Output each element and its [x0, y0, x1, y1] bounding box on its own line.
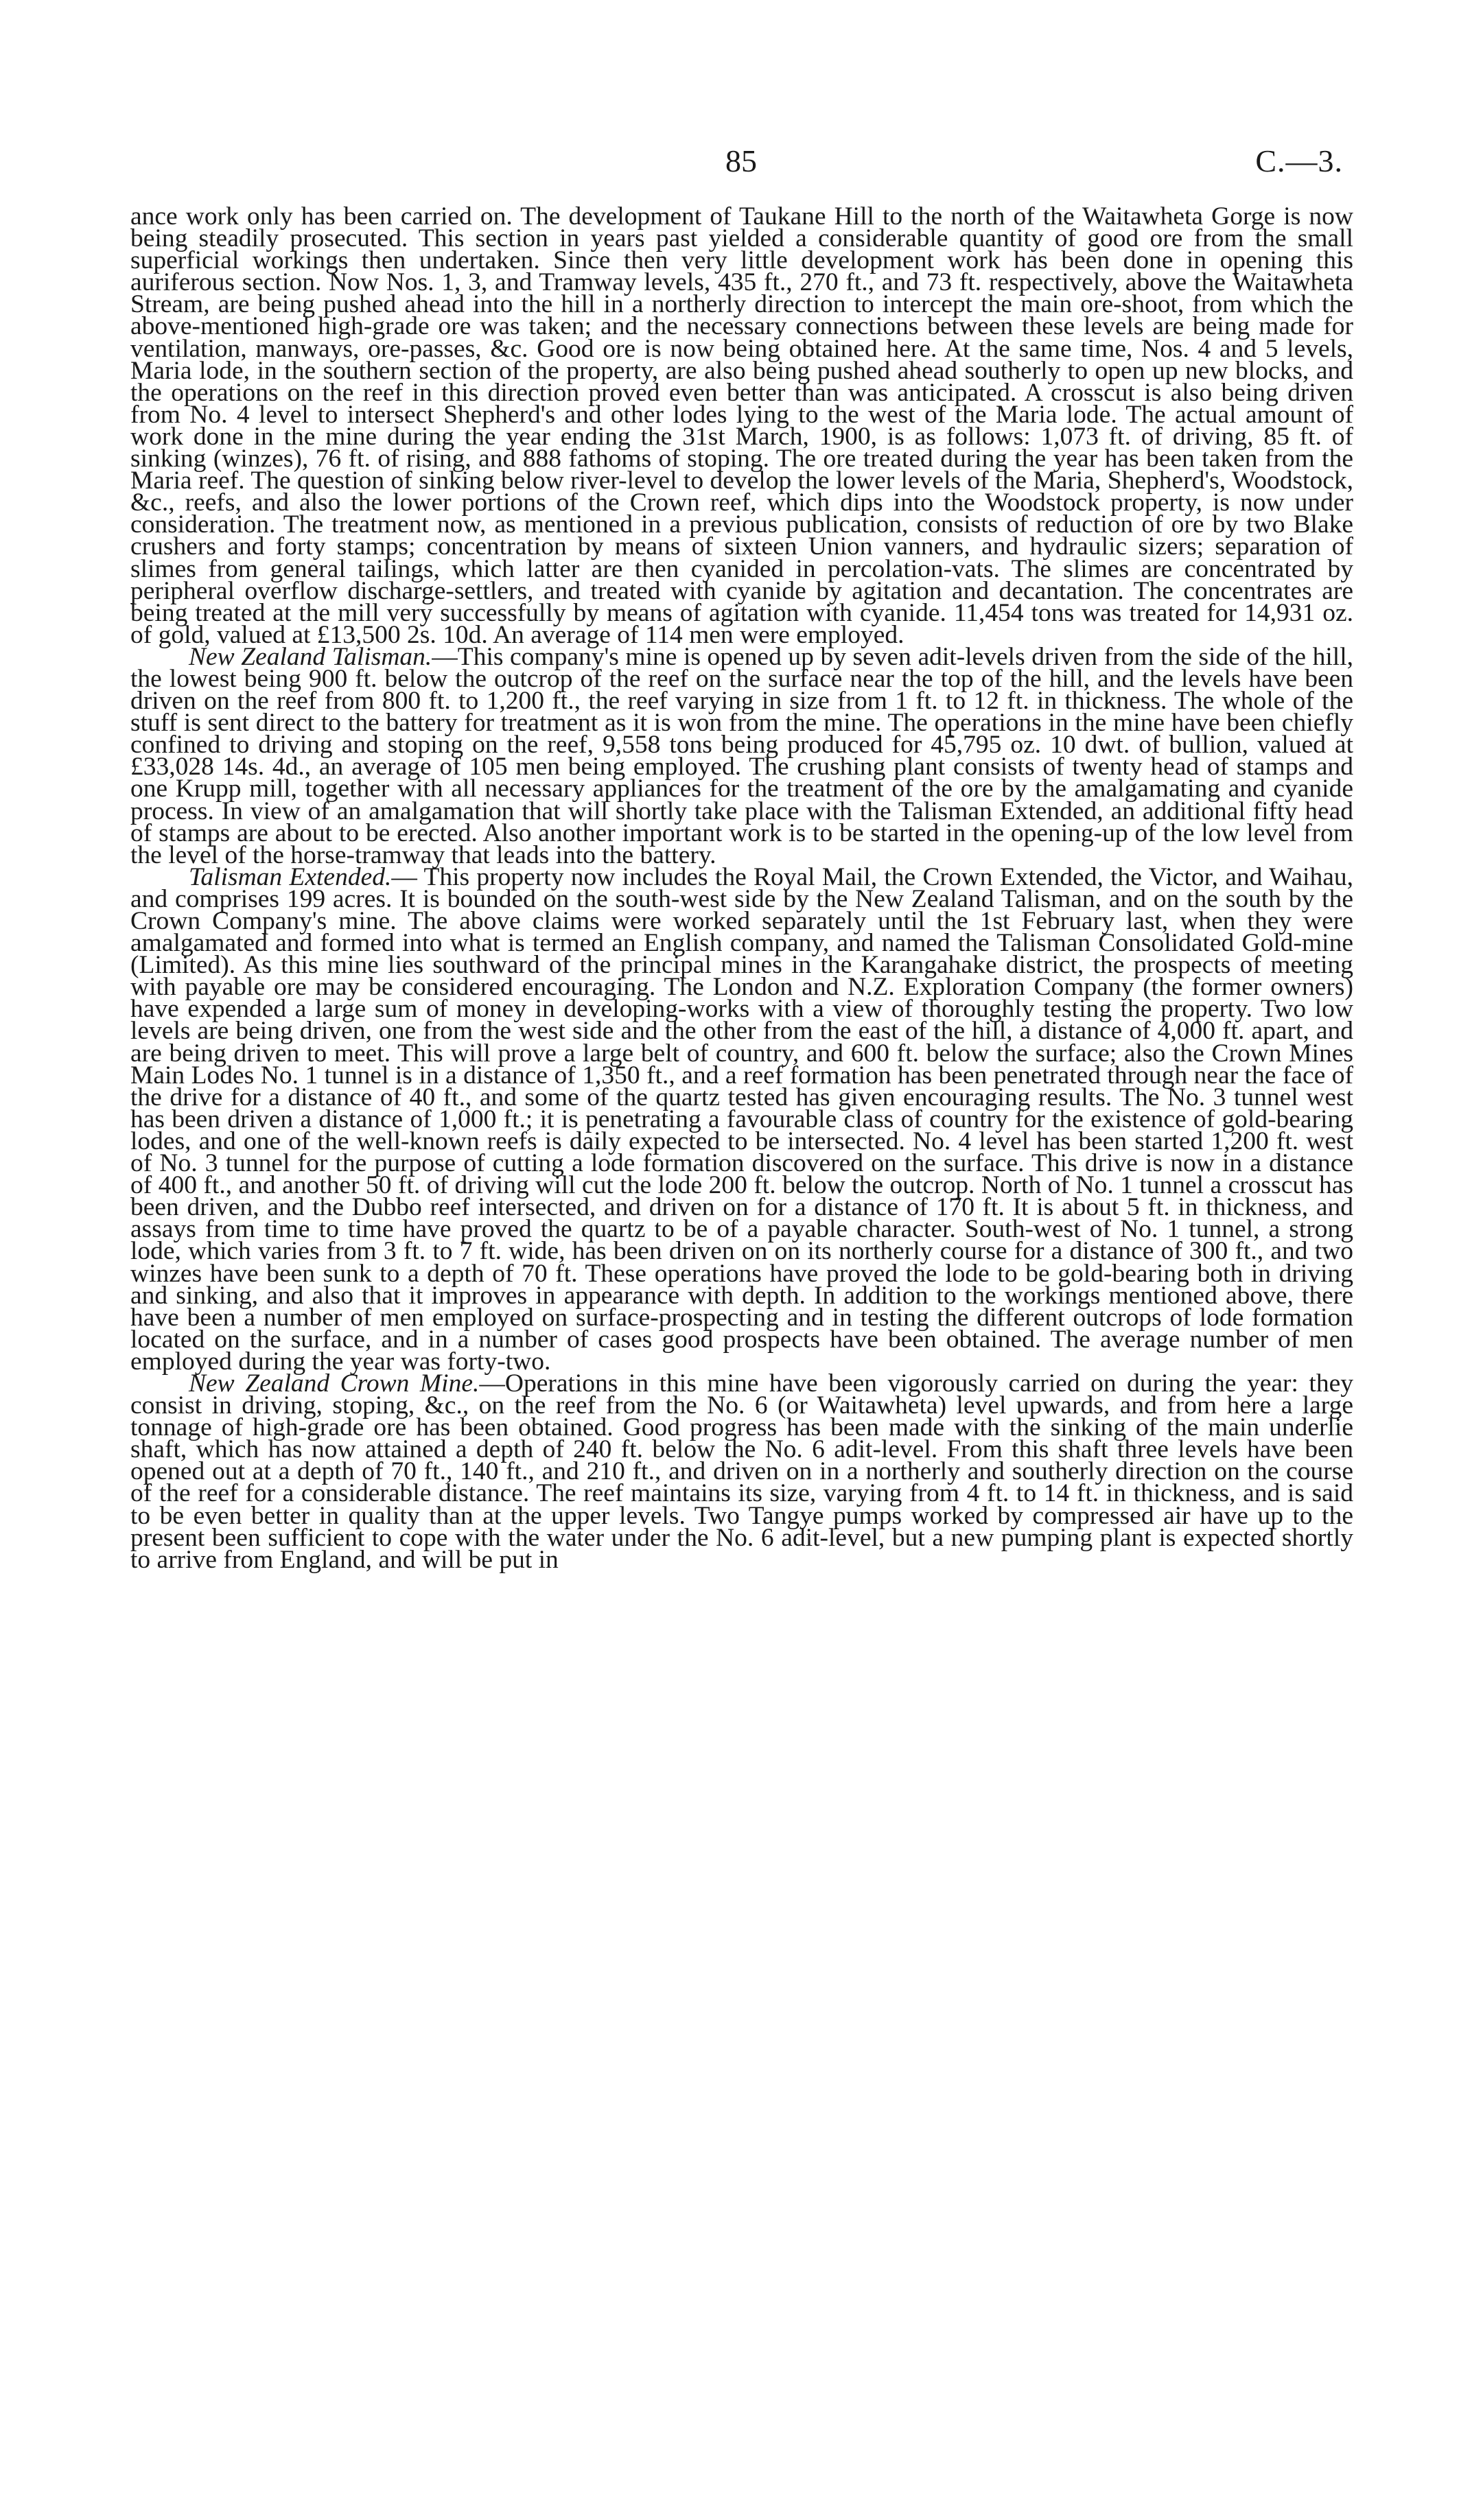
paragraph-text: ance work only has been carried on. The development of Taukane Hill to the north of the Waitawheta Gorge is now being steadily prosecuted. This section in years past yielded a considerable quantity of good ore from the small superficial workings then undertaken. Since then very little development work has been done in opening this auriferous section. Now Nos. 1, 3, and Tramway levels, 435 ft., 270 ft., and 73 ft. respectively, above the Waitawheta Stream, are being pushed ahead into the hill in a northerly direction to intercept the main ore-shoot, from which the above-mentioned high-grade ore was taken; and the necessary connections between these levels are being made for ventilation, manways, ore-passes, &c. Good ore is now being obtained here. At the same time, Nos. 4 and 5 levels, Maria lode, in the southern section of the property, are also being pushed ahead southerly to open up new blocks, and the operations on the reef in this direction proved even better than was anticipated. A crosscut is also being driven from No. 4 level to intersect Shepherd's and other lodes lying to the west of the Maria lode. The actual amount of work done in the mine during the year ending the 31st March, 1900, is as follows: 1,073 ft. of driving, 85 ft. of sinking (winzes), 76 ft. of rising, and 888 fathoms of stoping. The ore treated during the year has been taken from the Maria reef. The question of sinking below river-level to develop the lower levels of the Maria, Shepherd's, Woodstock, &c., reefs, and also the lower portions of the Crown reef, which dips into the Woodstock property, is now under consideration. The treatment now, as mentioned in a previous publication, consists of reduction of ore by two Blake crushers and forty stamps; concentration by means of sixteen Union vanners, and hydraulic sizers; separation of slimes from general tailings, which latter are then cyanided in percolation-vats. The slimes are concentrated by peripheral overflow discharge-settlers, and treated with cyanide by agitation and decantation. The concentrates are being treated at the mill very successfully by means of agitation with cyanide. 11,454 tons was treated for 14,931 oz. of gold, valued at £13,500 2s. 10d. An average of 114 men were employed.	[130, 202, 1353, 649]
paragraph-continuation	[130, 202, 1353, 649]
paragraph-talisman-extended	[130, 862, 1353, 1376]
page-number: 85	[725, 143, 757, 178]
paragraph-text: —This company's mine is opened up by seven adit-levels driven from the side of the hill, the lowest being 900 ft. below the outcrop of the reef on the surface near the top of the hill, and the levels have been driven on the reef from 800 ft. to 1,200 ft., the reef varying in size from 1 ft. to 12 ft. in thickness. The whole of the stuff is sent direct to the battery for treatment as it is won from the mine. The operations in the mine have been chiefly confined to driving and stoping on the reef, 9,558 tons being produced for 45,795 oz. 10 dwt. of bullion, valued at £33,028 14s. 4d., an average of 105 men being employed. The crushing plant consists of twenty head of stamps and one Krupp mill, together with all necessary appliances for the treatment of the ore by the amalgamating and cyanide process. In view of an amalgamation that will shortly take place with the Talisman Extended, an additional fifty head of stamps are about to be erected. Also another important work is to be started in the opening-up of the low level from the level of the horse-tramway that leads into the battery.	[130, 642, 1353, 869]
section-heading: Talisman Extended.	[189, 862, 392, 891]
paragraph-nz-talisman	[130, 642, 1353, 869]
paragraph-text: — This property now includes the Royal Mail, the Crown Extended, the Victor, and Waihau, and comprises 199 acres. It is bounded on the south-west side by the New Zealand Talisman, and on the south by the Crown Company's mine. The above claims were worked separately until the 1st February last, when they were amalgamated and formed into what is termed an English company, and named the Talisman Consolidated Gold-mine (Limited). As this mine lies southward of the principal mines in the Karangahake district, the prospects of meeting with payable ore may be considered encouraging. The London and N.Z. Exploration Company (the former owners) have expended a large sum of money in developing-works with a view of thoroughly testing the property. Two low levels are being driven, one from the west side and the other from the east of the hill, a distance of 4,000 ft. apart, and are being driven to meet. This will prove a large belt of country, and 600 ft. below the surface; also the Crown Mines Main Lodes No. 1 tunnel is in a distance of 1,350 ft., and a reef formation has been penetrated through near the face of the drive for a distance of 40 ft., and some of the quartz tested has given encouraging results. The No. 3 tunnel west has been driven a distance of 1,000 ft.; it is penetrating a favourable class of country for the existence of gold-bearing lodes, and one of the well-known reefs is daily expected to be intersected. No. 4 level has been started 1,200 ft. west of No. 3 tunnel for the purpose of cutting a lode formation discovered on the surface. This drive is now in a distance of 400 ft., and another 50 ft. of driving will cut the lode 200 ft. below the outcrop. North of No. 1 tunnel a crosscut has been driven, and the Dubbo reef intersected, and driven on for a distance of 170 ft. It is about 5 ft. in thickness, and assays from time to time have proved the quartz to be of a payable character. South-west of No. 1 tunnel, a strong lode, which varies from 3 ft. to 7 ft. wide, has been driven on on its northerly course for a distance of 300 ft., and two winzes have been sunk to a depth of 70 ft. These operations have proved the lode to be gold-bearing both in driving and sinking, and also that it improves in appearance with depth. In addition to the workings mentioned above, there have been a number of men employed on surface-prospecting and in testing the different outcrops of lode formation located on the surface, and in a number of cases good prospects have been obtained. The average number of men employed during the year was forty-two.	[130, 862, 1353, 1376]
section-heading: New Zealand Talisman.	[189, 642, 432, 671]
body-text	[130, 202, 1353, 1574]
document-reference: C.—3.	[1255, 143, 1343, 178]
paragraph-text: —Operations in this mine have been vigorously carried on during the year: they consist in driving, stoping, &c., on the reef from the No. 6 (or Waitawheta) level upwards, and from here a large tonnage of high-grade ore has been obtained. Good progress has been made with the sinking of the main underlie shaft, which has now attained a depth of 240 ft. below the No. 6 adit-level. From this shaft three levels have been opened out at a depth of 70 ft., 140 ft., and 210 ft., and driven on in a northerly and southerly direction on the course of the reef for a considerable distance. The reef maintains its size, varying from 4 ft. to 14 ft. in thickness, and is said to be even better in quality than at the upper levels. Two Tangye pumps worked by compressed air have up to the present been sufficient to cope with the water under the No. 6 adit-level, but a new pumping plant is expected shortly to arrive from England, and will be put in	[130, 1369, 1353, 1574]
section-heading: New Zealand Crown Mine.	[189, 1369, 480, 1398]
paragraph-nz-crown-mine	[130, 1369, 1353, 1574]
